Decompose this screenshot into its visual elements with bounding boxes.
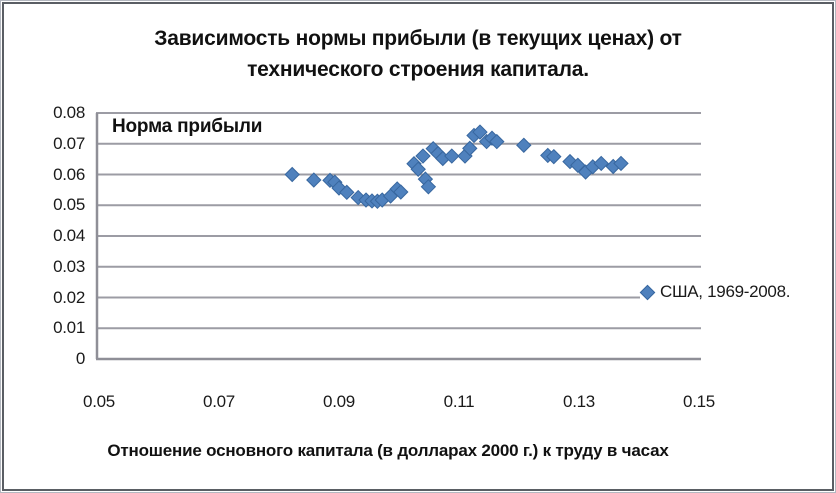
legend xyxy=(640,282,792,302)
y-tick-label: 0.04 xyxy=(53,226,85,245)
x-tick-label: 0.11 xyxy=(443,392,475,411)
legend-label: США, 1969-2008. xyxy=(660,282,791,301)
x-tick-label: 0.13 xyxy=(563,392,595,411)
y-tick-label: 0.06 xyxy=(53,164,85,184)
y-tick-label: 0.02 xyxy=(53,287,85,307)
chart-title-line2: технического строения капитала. xyxy=(247,58,589,81)
x-axis-title: Отношение основного капитала (в долларах 2000 г.) к труду в часах xyxy=(107,441,669,460)
legend-marker-diamond-icon xyxy=(640,284,656,300)
data-point-diamond xyxy=(517,138,531,152)
y-tick-label: 0 xyxy=(75,349,85,368)
y-tick-label: 0.01 xyxy=(53,318,85,338)
plot-area-label: Норма прибыли xyxy=(112,116,263,137)
y-tick-label: 0.03 xyxy=(53,256,85,276)
plot-area xyxy=(1,1,836,493)
y-tick-label: 0.08 xyxy=(53,103,85,122)
x-tick-label: 0.05 xyxy=(83,392,115,411)
data-point-diamond xyxy=(285,168,299,182)
x-tick-label: 0.15 xyxy=(683,392,715,411)
x-tick-label: 0.09 xyxy=(323,392,355,411)
x-tick-label: 0.07 xyxy=(203,392,235,411)
y-tick-label: 0.05 xyxy=(53,195,85,215)
chart-title-line1: Зависимость нормы прибыли (в текущих ценах) от xyxy=(154,27,682,50)
y-tick-label: 0.07 xyxy=(53,133,85,153)
